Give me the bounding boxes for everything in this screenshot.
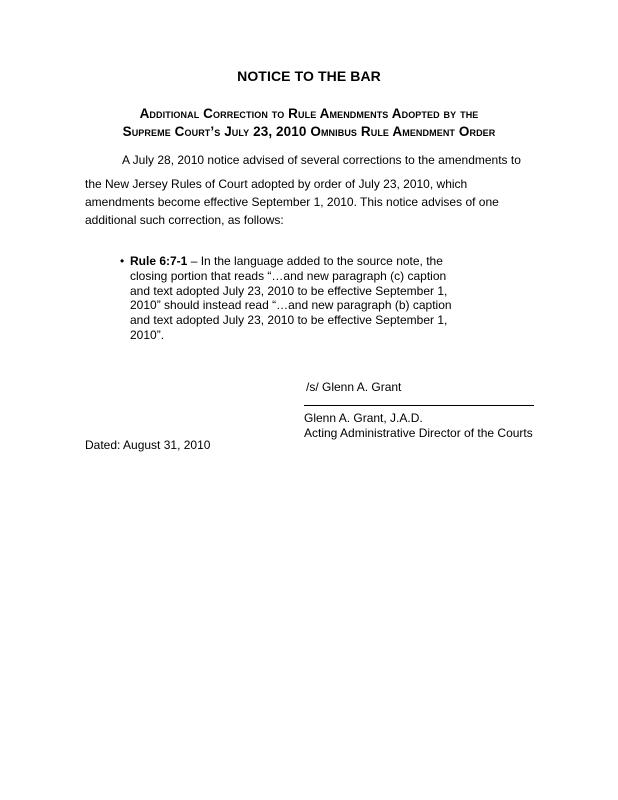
- document-title: NOTICE TO THE BAR: [237, 68, 381, 84]
- body-paragraph-line-3: amendments become effective September 1, 2010. This notice advises of one: [85, 195, 499, 209]
- bullet-line-4: 2010” should instead read “…and new paragraph (b) caption: [130, 298, 452, 313]
- bullet-line-2: closing portion that reads “…and new paragraph (c) caption: [130, 268, 447, 283]
- bullet-line-5: and text adopted July 23, 2010 to be effective September 1,: [130, 313, 448, 328]
- bullet-line-6: 2010”.: [130, 327, 165, 342]
- rule-reference: Rule 6:7-1: [130, 254, 188, 268]
- signatory-title: Acting Administrative Director of the Courts: [304, 426, 533, 440]
- signature-slash-s: /s/ Glenn A. Grant: [306, 380, 402, 394]
- body-paragraph-line-1: A July 28, 2010 notice advised of several corrections to the amendments to: [122, 153, 521, 167]
- document-subtitle-line-2: Supreme Court’s July 23, 2010 Omnibus Rule Amendment Order: [122, 124, 496, 139]
- signature-line: [304, 405, 534, 406]
- correction-bullet: [120, 254, 520, 343]
- bullet-line-3: and text adopted July 23, 2010 to be effective September 1,: [130, 283, 448, 298]
- body-paragraph-line-4: additional such correction, as follows:: [85, 213, 284, 227]
- bullet-marker: •: [120, 254, 125, 268]
- document-subtitle-line-1: Additional Correction to Rule Amendments Adopted by the: [139, 106, 479, 121]
- body-paragraph-line-2: the New Jersey Rules of Court adopted by order of July 23, 2010, which: [85, 177, 468, 191]
- dated-line: Dated: August 31, 2010: [85, 438, 211, 452]
- signatory-name: Glenn A. Grant, J.A.D.: [304, 411, 423, 425]
- bullet-first-line-text: – In the language added to the source note, the: [187, 254, 443, 268]
- bullet-first-line: [120, 254, 520, 269]
